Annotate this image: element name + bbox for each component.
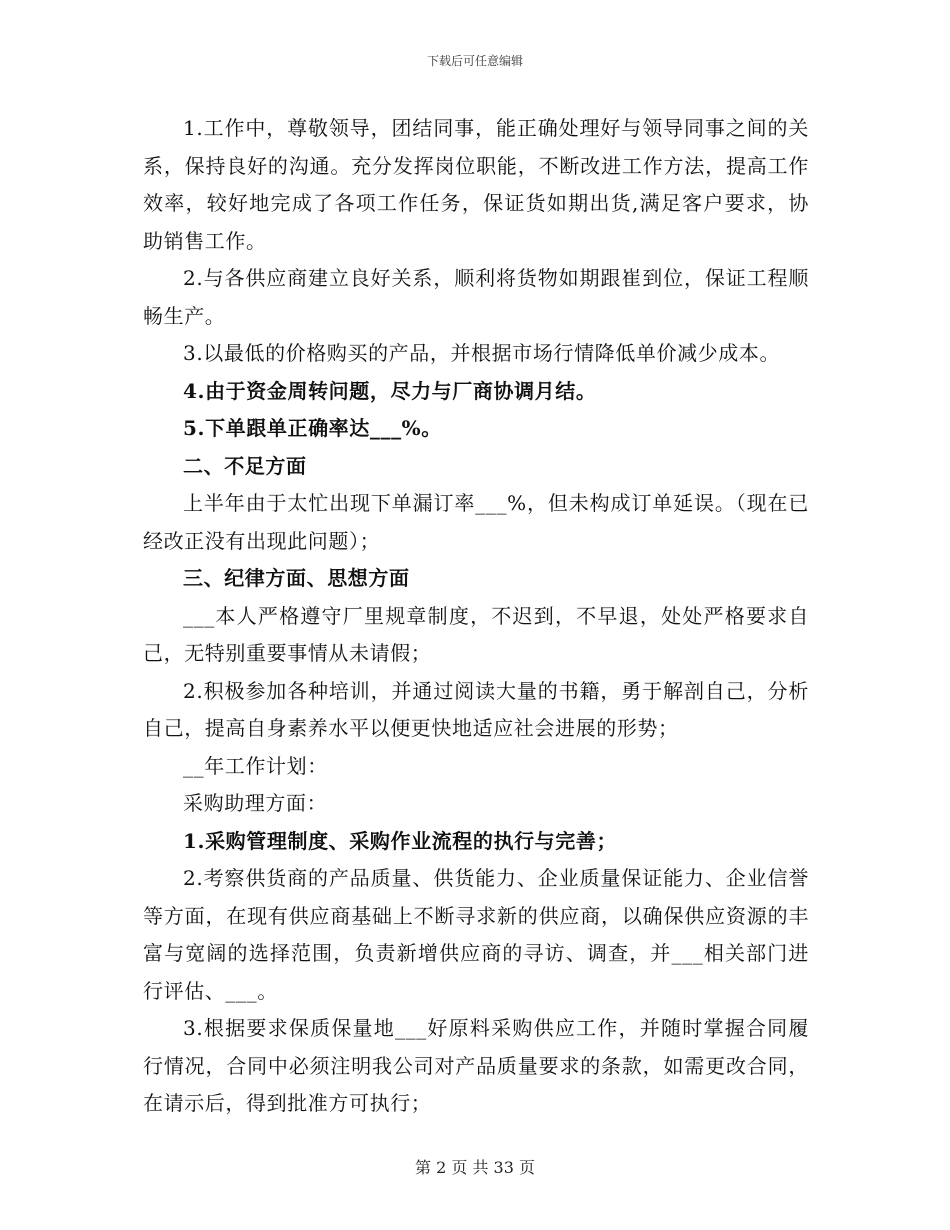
paragraph-work-plan: __年工作计划： <box>183 753 328 778</box>
page-header: 下载后可任意编辑 <box>426 54 523 68</box>
document-body <box>143 110 809 1123</box>
paragraph-rules: ___本人严格遵守厂里规章制度，不迟到，不早退，处处严格要求自己，无特别重要事情从未请假； <box>143 603 809 665</box>
paragraph-order-accuracy: 5.下单跟单正确率达___%。 <box>183 416 442 440</box>
section-heading-discipline: 三、纪律方面、思想方面 <box>183 566 410 590</box>
page-footer: 第 2 页 共 33 页 <box>415 1158 535 1177</box>
paragraph-missed-orders: 上半年由于太忙出现下单漏订率___%，但未构成订单延误。（现在已经改正没有出现此问题）； <box>143 491 809 553</box>
paragraph-fund-turnover: 4.由于资金周转问题，尽力与厂商协调月结。 <box>183 378 597 403</box>
paragraph-material-supply: 3.根据要求保质保量地___好原料采购供应工作，并随时掌握合同履行情况，合同中必须注明我公司对产品质量要求的条款，如需更改合同，在请示后，得到批准方可执行； <box>143 1016 809 1115</box>
section-heading-shortcomings: 二、不足方面 <box>183 453 307 478</box>
paragraph-supplier-evaluation: 2.考察供货商的产品质量、供货能力、企业质量保证能力、企业信誉等方面，在现有供应商基础上不断寻求新的供应商，以确保供应资源的丰富与宽阔的选择范围，负责新增供应商的寻访、调查，并___相关部门进行评估、___。 <box>143 866 809 1003</box>
paragraph-purchasing-system: 1.采购管理制度、采购作业流程的执行与完善； <box>183 828 618 853</box>
paragraph-work-attitude: 1.工作中，尊敬领导，团结同事，能正确处理好与领导同事之间的关系，保持良好的沟通。充分发挥岗位职能，不断改进工作方法，提高工作效率，较好地完成了各项工作任务，保证货如期出货,满足客户要求，协助销售工作。 <box>143 116 809 253</box>
paragraph-supplier-relations: 2.与各供应商建立良好关系，顺利将货物如期跟崔到位，保证工程顺畅生产。 <box>143 266 809 328</box>
paragraph-training: 2.积极参加各种培训，并通过阅读大量的书籍，勇于解剖自己，分析自己，提高自身素养水平以便更快地适应社会进展的形势； <box>143 678 809 740</box>
paragraph-purchasing-assistant: 采购助理方面： <box>183 791 328 815</box>
paragraph-lowest-price: 3.以最低的价格购买的产品，并根据市场行情降低单价减少成本。 <box>183 341 781 365</box>
